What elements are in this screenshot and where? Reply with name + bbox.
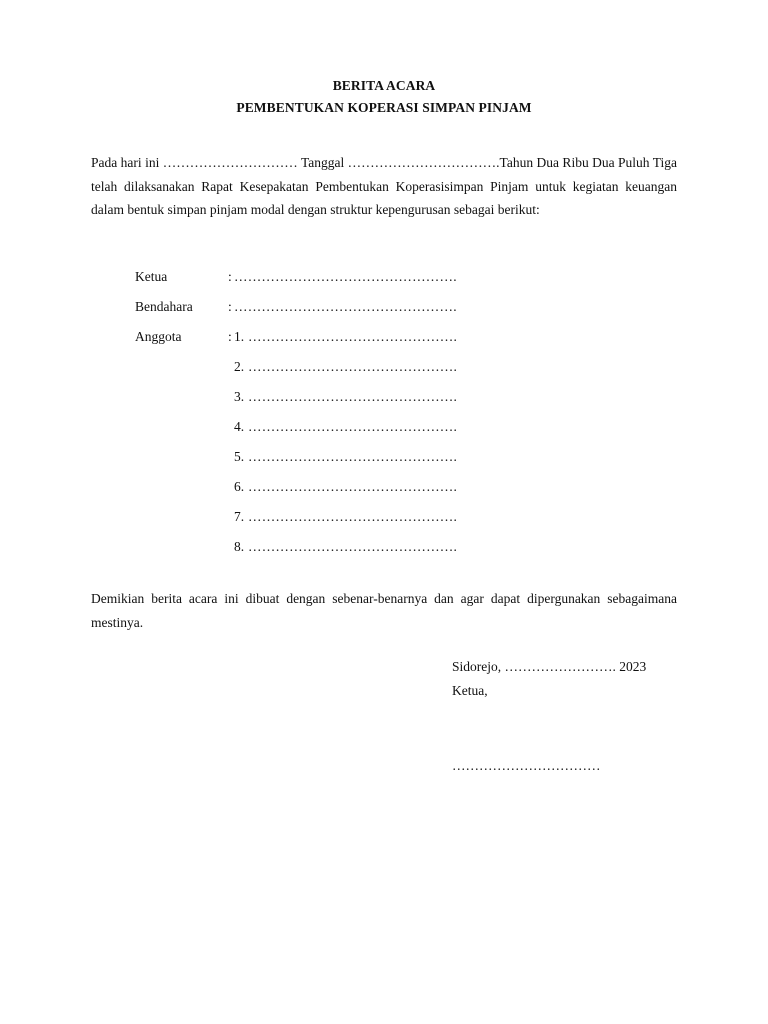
document-title: BERITA ACARA [332,78,436,93]
ketua-dots: …………………………………………. [234,269,457,284]
member-number: 6. [234,479,245,494]
intro-paragraph: Pada hari ini ………………………… Tanggal …………………………….Tahun Dua Ribu Dua Puluh Tiga telah dilaksanakan Rapat Kesepakatan Pembentukan Koperasisimpan Pinjam untuk kegiatan keuangan dalam bentuk simpan pinjam modal dengan struktur kepengurusan sebagai berikut: [91,155,677,217]
member-dots: ………………………………………. [248,359,458,374]
member-number: 5. [234,449,245,464]
member-dots: ………………………………………. [248,389,458,404]
document-subtitle: PEMBENTUKAN KOPERASI SIMPAN PINJAM [236,100,532,115]
member-number: 8. [234,539,245,554]
member-dots: ………………………………………. [248,509,458,524]
signature-place-date: Sidorejo, ……………………. 2023 [452,659,647,674]
bendahara-colon: : [228,299,232,314]
member-dots: ………………………………………. [248,539,458,554]
member-number: 4. [234,419,245,434]
member-dots: ………………………………………. [248,479,458,494]
member-dots: ………………………………………. [248,329,458,344]
signature-role: Ketua, [452,683,488,698]
member-number: 2. [234,359,245,374]
member-dots: ………………………………………. [248,449,458,464]
member-number: 3. [234,389,245,404]
ketua-colon: : [228,269,232,284]
closing-paragraph: Demikian berita acara ini dibuat dengan sebenar-benarnya dan agar dapat dipergunakan sebagaimana mestinya. [91,591,677,630]
member-number: 1. [234,329,245,344]
anggota-colon: : [228,329,232,344]
signature-name-line: …………………………… [452,758,601,773]
bendahara-dots: …………………………………………. [234,299,457,314]
ketua-label: Ketua [135,269,168,284]
anggota-label: Anggota [135,329,182,344]
member-number: 7. [234,509,245,524]
bendahara-label: Bendahara [135,299,193,314]
member-dots: ………………………………………. [248,419,458,434]
